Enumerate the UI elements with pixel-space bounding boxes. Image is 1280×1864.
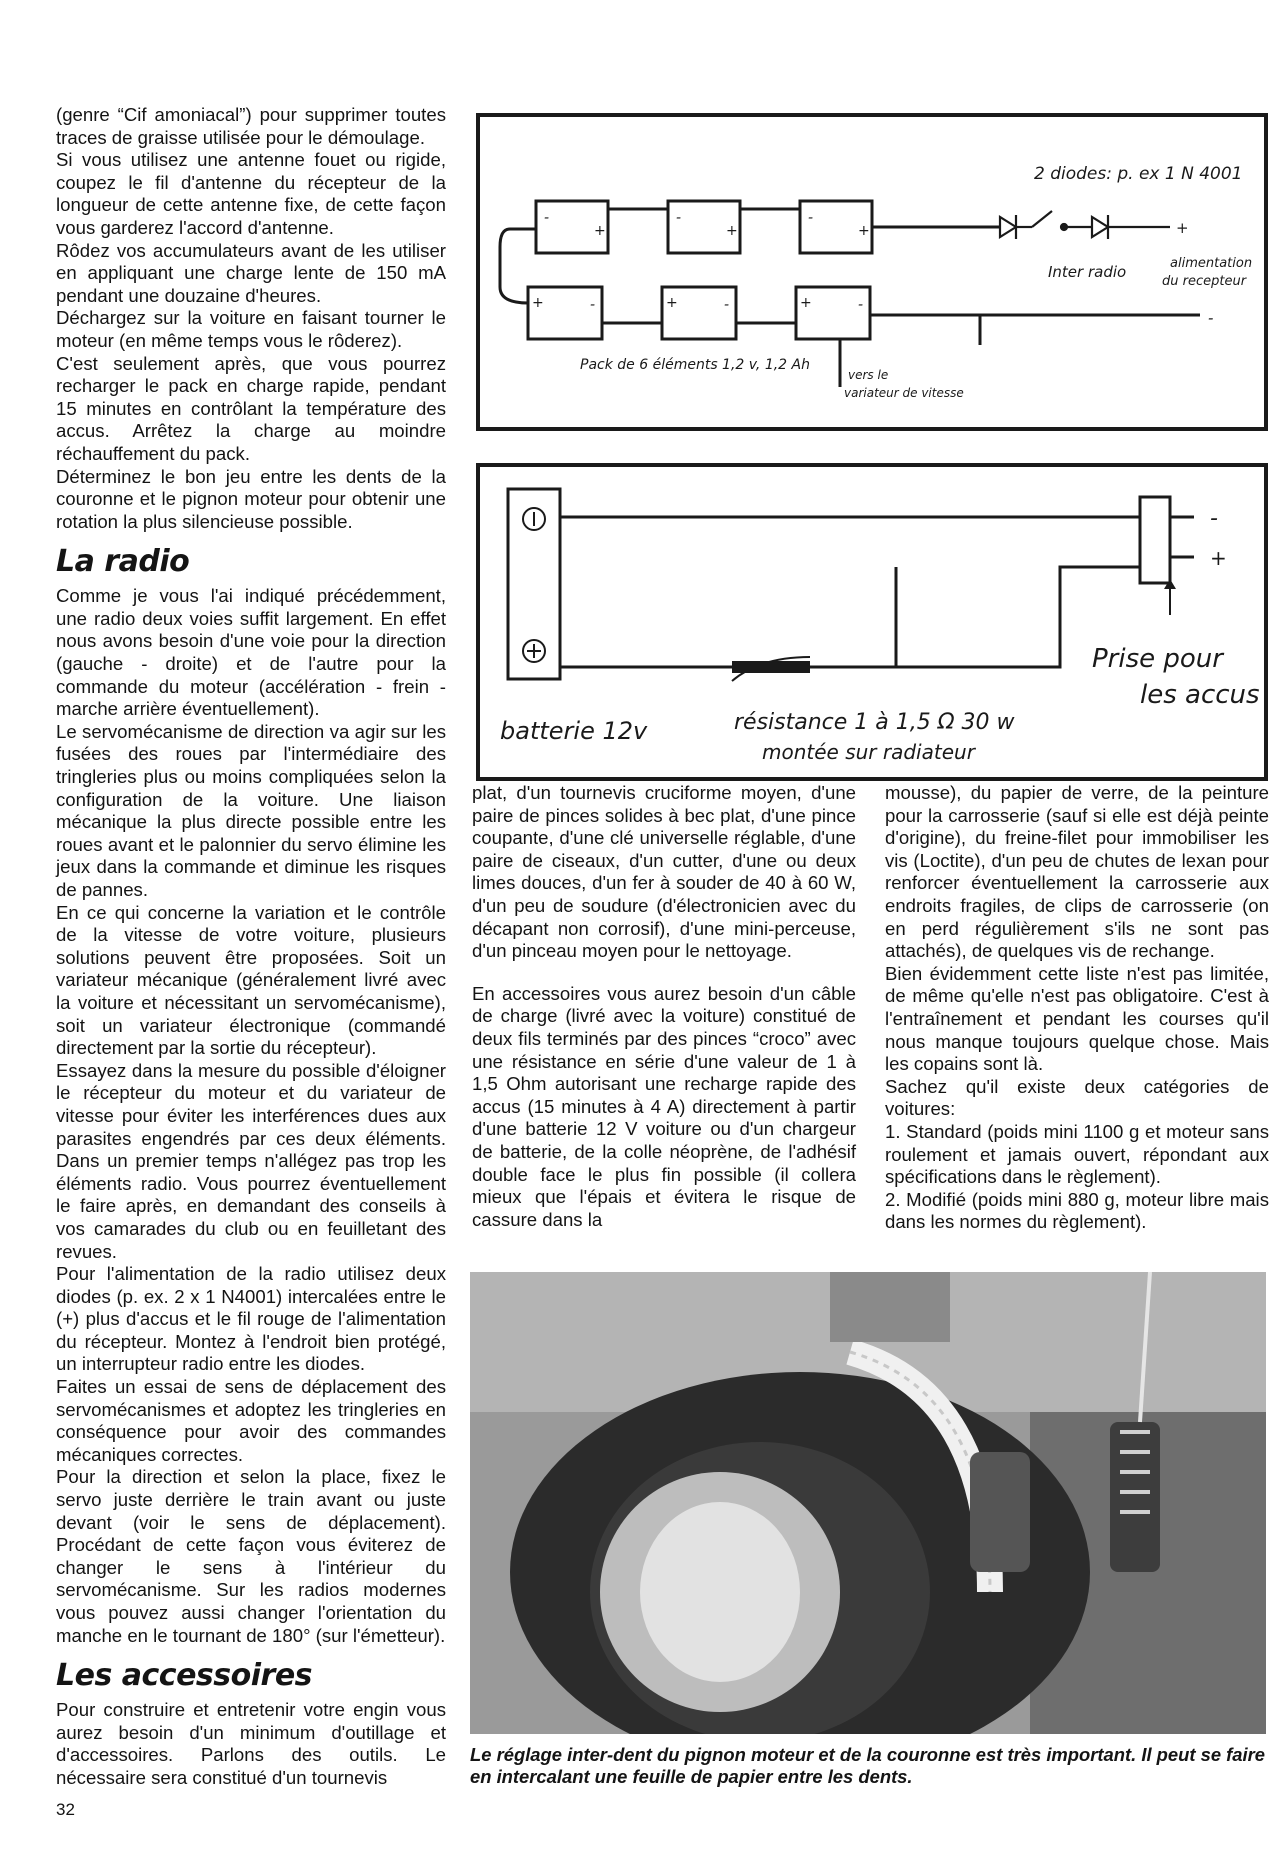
charge-cable-diagram — [476, 463, 1268, 781]
resistance-label: résistance 1 à 1,5 Ω 30 w — [734, 710, 1015, 735]
cell-plus-sign: + — [532, 295, 544, 311]
cell-minus-sign: - — [724, 297, 730, 313]
cell-minus-sign: - — [858, 297, 864, 313]
batterie-label: batterie 12v — [500, 717, 648, 745]
battery-pack-schematic — [480, 117, 1264, 427]
left-column — [56, 104, 446, 1790]
accus-label: les accus — [1140, 680, 1260, 710]
recepteur-label: du recepteur — [1162, 274, 1247, 289]
inter-radio-label: Inter radio — [1048, 263, 1127, 281]
cell-minus-sign: - — [676, 210, 682, 226]
paragraph-gap — [472, 963, 856, 983]
paragraph: En accessoires vous aurez besoin d'un câble de charge (livré avec la voiture) constitué de deux fils terminés par des pinces “croco” avec une résistance en série d'une valeur de 1 à 1,5 Ohm autorisant une recharge rapide des accus (15 minutes à 4 A) directement à partir d'une batterie 12 V voiture ou d'un chargeur de batterie, de la colle néoprène, de l'adhésif double face le plus fin possible (il collera mieux que l'épais et évitera le risque de cassure dans la — [472, 982, 856, 1230]
cell-minus-sign: - — [808, 210, 814, 226]
variateur-label: variateur de vitesse — [844, 386, 964, 400]
diodes-label: 2 diodes: p. ex 1 N 4001 — [1034, 164, 1243, 184]
paragraph: En ce qui concerne la variation et le contrôle de la vitesse de votre voiture, plusieurs solutions peuvent être proposées. Soit un variateur mécanique (généralement livré avec la voiture et nécessitant un servomécanisme), soit un variateur électronique (commandé directement par la sortie du récepteur). — [56, 901, 446, 1059]
battery-pack-diagram — [476, 113, 1268, 431]
cell-minus-sign: - — [590, 297, 596, 313]
resistor-shape — [732, 661, 810, 673]
paragraph: C'est seulement après, que vous pourrez recharger le pack en charge rapide, pendant 15 minutes en contrôlant la température des accus. Arrêtez la charge au moindre réchauffement du pack. — [56, 352, 446, 464]
charge-cable-schematic — [480, 467, 1264, 777]
cell-plus-sign: + — [800, 295, 812, 311]
cell-plus-sign: + — [594, 223, 606, 239]
photo-caption: Le réglage inter-dent du pignon moteur et de la couronne est très important. Il peut se faire en intercalant une feuille de papier entre les dents. — [470, 1744, 1266, 1787]
paragraph: Sachez qu'il existe deux catégories de voitures: — [885, 1075, 1269, 1120]
prise-label: Prise pour — [1092, 644, 1223, 674]
paragraph: Essayez dans la mesure du possible d'éloigner le récepteur du moteur et du variateur de vitesse pour éviter les interférences dues aux parasites engendrés par ces deux éléments. Dans un premier temps n'allégez pas trop les éléments radio. Vous pourrez éventuellement le faire après, en demandant des conseils à vos camarades du club ou en feuilletant des revues. — [56, 1059, 446, 1262]
cell-minus-sign: - — [544, 210, 550, 226]
cell-plus-sign: + — [666, 295, 678, 311]
vers-label: vers le — [848, 368, 889, 382]
page-number: 32 — [56, 1800, 75, 1819]
paragraph: 2. Modifié (poids mini 880 g, moteur libre mais dans les normes du règlement). — [885, 1188, 1269, 1233]
minus-terminal: - — [1210, 506, 1218, 531]
paragraph: 1. Standard (poids mini 1100 g et moteur sans roulement et jamais ouvert, répondant aux spécifications dans le règlement). — [885, 1120, 1269, 1188]
paragraph: Pour l'alimentation de la radio utilisez deux diodes (p. ex. 2 x 1 N4001) intercalées entre le (+) plus d'accus et le fil rouge de l'alimentation du récepteur. Montez à l'endroit bien protégé, un interrupteur radio entre les diodes. — [56, 1263, 446, 1375]
paragraph: Si vous utilisez une antenne fouet ou rigide, coupez le fil d'antenne du récepteur de la longueur de cette antenne fixe, de cette façon vous garderez l'accord d'antenne. — [56, 149, 446, 238]
paragraph: Déterminez le bon jeu entre les dents de la couronne et le pignon moteur pour obtenir une rotation la plus silencieuse possible. — [56, 465, 446, 532]
paragraph: Bien évidemment cette liste n'est pas limitée, de même qu'elle n'est pas obligatoire. C'est à l'entraînement et pendant les courses qu'il nous manque toujours quelque chose. Mais les copains sont là. — [885, 962, 1269, 1075]
paragraph: plat, d'un tournevis cruciforme moyen, d'une paire de pinces solides à bec plat, d'une pince coupante, d'une clé universelle réglable, d'une paire de ciseaux, d'un cutter, d'une ou deux limes douces, d'un fer à souder de 40 à 60 W, d'un peu de soudure (d'électronicien avec du décapant non corrosif), d'une mini-perceuse, d'un pinceau moyen pour le nettoyage. — [472, 782, 856, 962]
minus-terminal: - — [1208, 309, 1214, 327]
plus-terminal: + — [1210, 546, 1227, 570]
gear-wheel-photo — [470, 1272, 1266, 1734]
paragraph: (genre “Cif amoniacal”) pour supprimer toutes traces de graisse utilisée pour le démoulage. — [56, 104, 446, 148]
paragraph: Rôdez vos accumulateurs avant de les utiliser en appliquant une charge lente de 150 mA pendant une douzaine d'heures. — [56, 239, 446, 306]
paragraph: Le servomécanisme de direction va agir sur les fusées des roues par l'intermédiaire des tringleries plus ou moins compliquées selon la configuration de la voiture. Une liaison mécanique la plus directe possible entre les roues avant et le palonnier du servo élimine les jeux dans la commande et diminue les risques de pannes. — [56, 720, 446, 900]
montee-label: montée sur radiateur — [762, 740, 975, 764]
right-column — [885, 782, 1269, 1234]
cell-plus-sign: + — [858, 223, 870, 239]
plus-terminal: + — [1176, 219, 1189, 237]
middle-column — [472, 782, 856, 1231]
heading-la-radio: La radio — [56, 544, 190, 580]
photo-illustration — [470, 1272, 1266, 1734]
paragraph: Comme je vous l'ai indiqué précédemment, une radio deux voies suffit largement. En effet nous avons besoin d'une voie pour la direction (gauche - droite) et de l'autre pour la commande du moteur (accélération - frein - marche arrière éventuellement). — [56, 585, 446, 720]
pack-label: Pack de 6 éléments 1,2 v, 1,2 Ah — [580, 357, 810, 373]
paragraph: Faites un essai de sens de déplacement des servomécanismes et adoptez les tringleries en conséquence pour avoir des commandes mécaniques correctes. — [56, 1376, 446, 1465]
paragraph: mousse), du papier de verre, de la peinture pour la carrosserie (sauf si elle est déjà peinte d'origine), du freine-filet pour immobiliser les vis (Loctite), d'un peu de chutes de lexan pour renforcer éventuellement la carrosserie aux endroits fragiles, de clips de carrosserie (on en perd régulièrement s'ils ne sont pas attachés), de quelques vis de rechange. — [885, 782, 1269, 962]
cell-plus-sign: + — [726, 223, 738, 239]
paragraph: Pour la direction et selon la place, fixez le servo juste derrière le train avant ou juste devant (voir le sens de déplacement). Procédant de cette façon vous éviterez de changer le sens à l'intérieur du servomécanisme. Sur les radios modernes vous pouvez aussi changer l'orientation du manche en le tournant de 180° (sur l'émetteur). — [56, 1466, 446, 1646]
paragraph: Pour construire et entretenir votre engin vous aurez besoin d'un minimum d'outillage et d'accessoires. Parlons des outils. Le nécessaire sera constitué d'un tournevis — [56, 1699, 446, 1788]
paragraph: Déchargez sur la voiture en faisant tourner le moteur (en même temps vous le rôderez). — [56, 307, 446, 351]
heading-les-accessoires: Les accessoires — [56, 1658, 313, 1694]
alimentation-label: alimentation — [1170, 256, 1253, 271]
